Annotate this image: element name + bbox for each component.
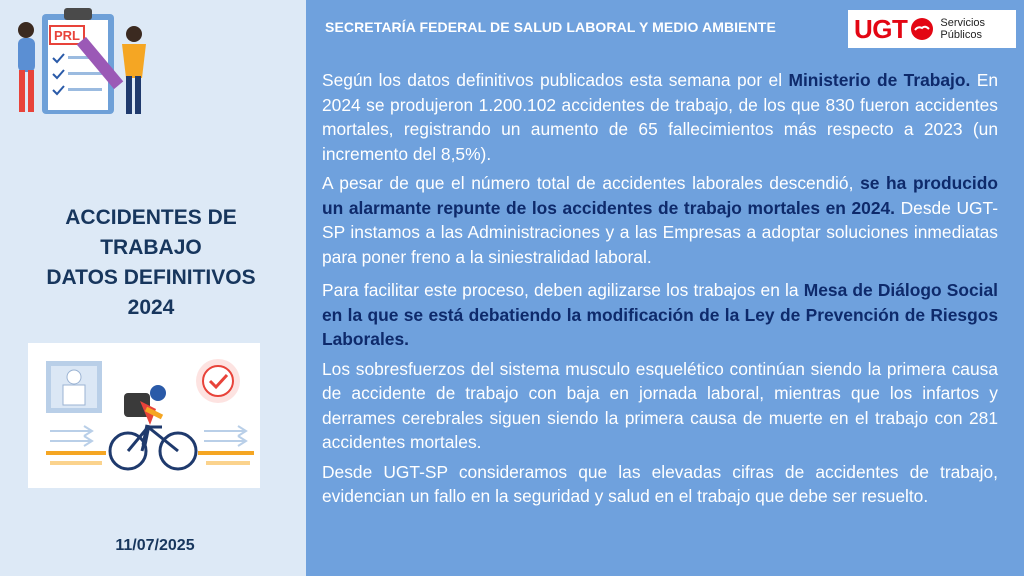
paragraph-3 xyxy=(322,278,998,352)
title-line-1: ACCIDENTES DE xyxy=(65,206,237,229)
paragraph-5: Desde UGT-SP consideramos que las elevadas cifras de accidentes de trabajo, evidencian un fallo en la seguridad y salud en el trabajo que debe ser resuelto. xyxy=(322,461,998,506)
p1-highlight: Ministerio de Trabajo. xyxy=(788,70,971,90)
handshake-seal-icon xyxy=(910,17,934,41)
organization-title: SECRETARÍA FEDERAL DE SALUD LABORAL Y MEDIO AMBIENTE xyxy=(325,19,776,35)
prl-checklist-illustration xyxy=(8,4,158,122)
document-date: 11/07/2025 xyxy=(115,537,195,554)
cyclist-illustration xyxy=(28,343,260,488)
logo-sub-line-1: Servicios xyxy=(940,17,986,29)
document-title xyxy=(20,203,282,323)
p3-text-a: Para facilitar este proceso, deben agilizarse los trabajos en la xyxy=(322,280,804,300)
p1-text-a: Según los datos definitivos publicados esta semana por el xyxy=(322,70,789,90)
logo-sub-line-2: Públicos xyxy=(940,29,982,41)
p1-text-c: En 2024 se produjeron 1.200.102 accidentes de trabajo, de los que 830 fueron accidentes mortales, registrando un aumento de 65 fallecimientos más respecto a 2023 (un incremento del 8,5%). xyxy=(322,70,999,164)
p2-text-a: A pesar de que el número total de accidentes laborales descendió, xyxy=(322,173,861,193)
prl-badge-text: PRL xyxy=(54,28,80,43)
p3-highlight: Mesa de Diálogo Social en la que se está debatiendo la modificación de la Ley de Prevención de Riesgos Laborales. xyxy=(322,280,998,349)
cyclist-illustration-card xyxy=(28,343,260,488)
ugt-logo xyxy=(848,10,1016,48)
body-text xyxy=(322,68,998,514)
p2-highlight: se ha producido un alarmante repunte de los accidentes de trabajo mortales en 2024. xyxy=(322,173,999,218)
paragraph-2 xyxy=(322,171,998,269)
title-line-3: DATOS DEFINITIVOS xyxy=(46,266,256,289)
logo-wordmark: UGT xyxy=(854,13,908,44)
title-line-2: TRABAJO xyxy=(100,236,202,259)
title-line-4: 2024 xyxy=(127,296,175,319)
p2-text-c: Desde UGT-SP instamos a las Administraciones y a las Empresas a adoptar soluciones inmediatas para poner freno a la siniestralidad laboral. xyxy=(322,197,998,267)
paragraph-4: Los sobresfuerzos del sistema musculo esquelético continúan siendo la primera causa de accidente de trabajo con baja en jornada laboral, mientras que los infartos y derrames cerebrales siguen siendo la primera causa de muerte en el trabajo con 281 accidentes mortales. xyxy=(322,358,998,452)
paragraph-1 xyxy=(322,68,998,166)
left-panel xyxy=(0,0,306,576)
logo-subtitle xyxy=(940,17,985,41)
